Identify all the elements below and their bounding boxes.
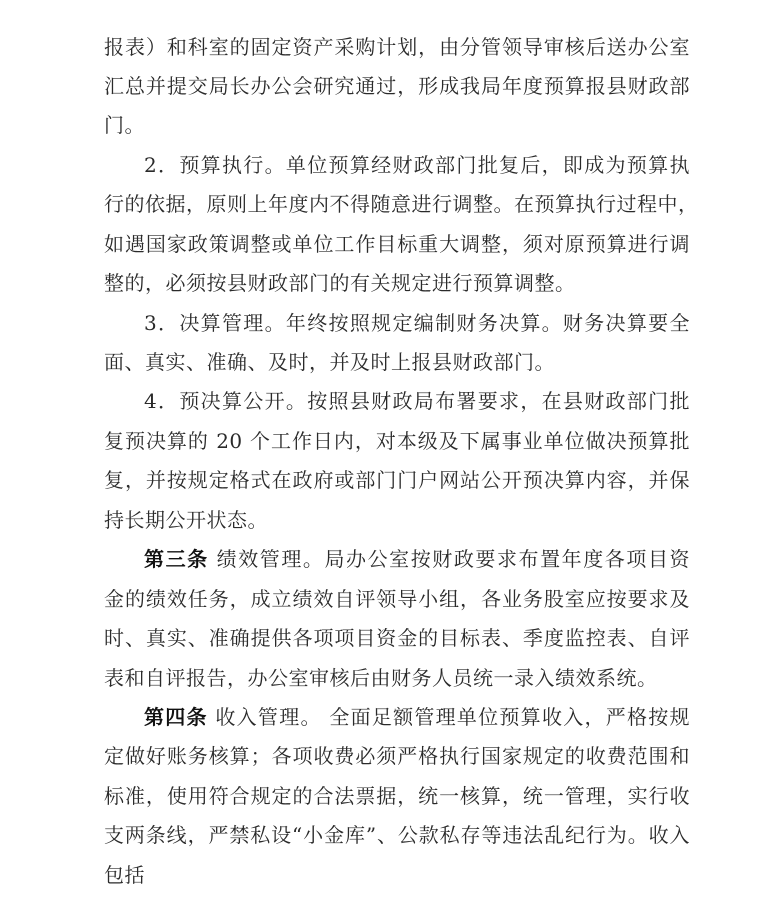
text-line [104, 619, 690, 658]
line-text: 报表）和科室的固定资产采购计划，由分管领导审核后送办公室 [104, 35, 690, 59]
line-text: 金的绩效任务，成立绩效自评领导小组，各业务股室应按要求及 [104, 587, 690, 611]
text-line [104, 461, 690, 500]
text-line [144, 382, 690, 421]
line-text: 行的依据，原则上年度内不得随意进行调整。在预算执行过程中， [104, 192, 699, 216]
text-line [104, 264, 690, 303]
text-line [144, 540, 690, 579]
line-text: 包括 [104, 863, 145, 887]
text-line [104, 67, 690, 106]
line-text: 复预决算的 20 个工作日内，对本级及下属事业单位做决预算批 [104, 429, 690, 453]
line-text: 整的，必须按县财政部门的有关规定进行预算调整。 [104, 271, 576, 295]
text-line [104, 106, 690, 145]
text-line [104, 659, 690, 698]
text-line [104, 343, 690, 382]
line-text: 时、真实、准确提供各项项目资金的目标表、季度监控表、自评 [104, 626, 690, 650]
article-label: 第四条 [144, 705, 208, 729]
text-line [104, 816, 690, 855]
text-line [144, 698, 690, 737]
line-text: 4．预决算公开。按照县财政局布署要求，在县财政部门批 [144, 389, 690, 413]
text-line [144, 304, 690, 343]
text-line [104, 501, 690, 540]
line-text: 复，并按规定格式在政府或部门门户网站公开预决算内容，并保 [104, 468, 690, 492]
line-text: 3．决算管理。年终按照规定编制财务决算。财务决算要全 [144, 311, 690, 335]
line-text: 定做好账务核算；各项收费必须严格执行国家规定的收费范围和 [104, 744, 690, 768]
line-text: 面、真实、准确、及时，并及时上报县财政部门。 [104, 350, 555, 374]
text-line [144, 146, 690, 185]
line-text: 绩效管理。局办公室按财政要求布置年度各项目资 [208, 547, 691, 571]
line-text: 如遇国家政策调整或单位工作目标重大调整，须对原预算进行调 [104, 232, 690, 256]
line-text: 支两条线，严禁私设“小金库”、公款私存等违法乱纪行为。收入 [104, 823, 690, 847]
article-label: 第三条 [144, 547, 209, 571]
line-text: 持长期公开状态。 [104, 508, 268, 532]
text-line [104, 580, 690, 619]
text-line [104, 185, 699, 224]
text-line [104, 856, 690, 895]
text-line [104, 777, 690, 816]
line-text: 汇总并提交局长办公会研究通过，形成我局年度预算报县财政部 [104, 74, 690, 98]
text-line [104, 422, 690, 461]
line-text: 2．预算执行。单位预算经财政部门批复后，即成为预算执 [144, 153, 690, 177]
text-line [104, 28, 690, 67]
text-line [104, 737, 690, 776]
line-text: 表和自评报告，办公室审核后由财务人员统一录入绩效系统。 [104, 666, 658, 690]
line-text: 标准，使用符合规定的合法票据，统一核算，统一管理，实行收 [104, 784, 690, 808]
line-text: 收入管理。 全面足额管理单位预算收入，严格按规 [207, 705, 691, 729]
text-line [104, 225, 690, 264]
line-text: 门。 [104, 113, 145, 137]
